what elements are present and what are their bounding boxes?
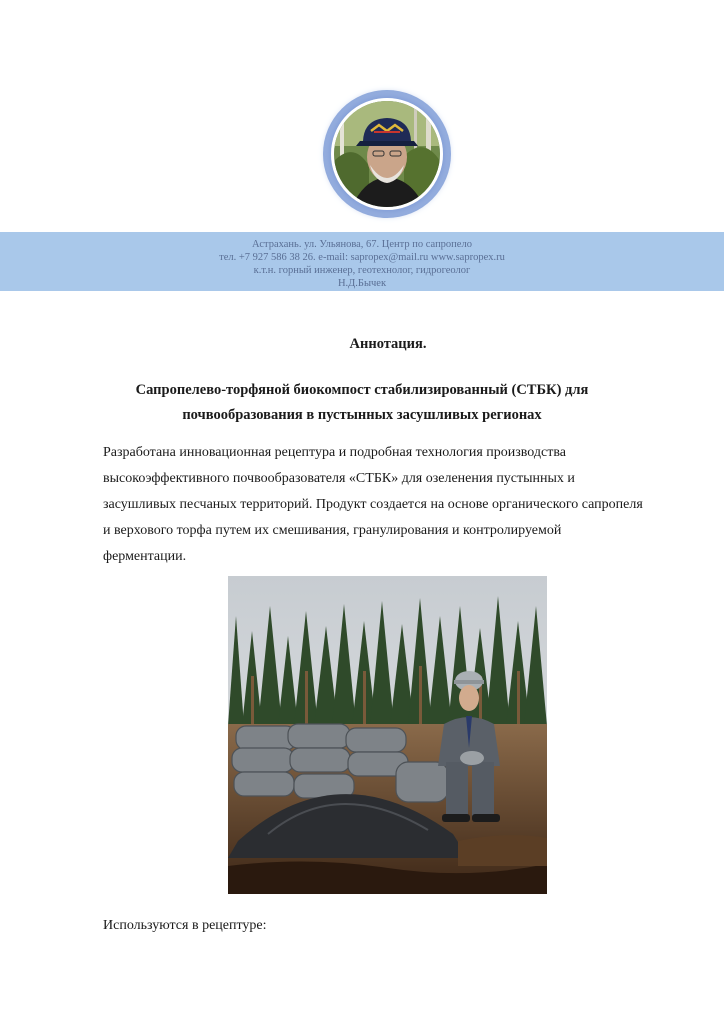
author-portrait-frame [323, 90, 451, 218]
title-line-2: почвообразования в пустынных засушливых регионах [182, 407, 542, 423]
address-line: Астрахань. ул. Ульянова, 67. Центр по сапропело [252, 239, 472, 250]
paragraph-line: Разработана инновационная рецептура и подробная технология производства [103, 445, 566, 460]
recipe-intro: Используются в рецептуре: [103, 918, 267, 933]
paragraph-line: засушливых песчаных территорий. Продукт создается на основе органического сапропеля [103, 497, 643, 512]
document-title [0, 378, 724, 428]
author-name: Н.Д.Бычек [337, 278, 387, 289]
credentials-line: к.т.н. горный инженер, геотехнолог, гидрогеолог [253, 265, 471, 276]
paragraph-line: высокоэффективного почвообразователя «СТБК» для озеленения пустынных и [103, 471, 575, 486]
paragraph-line: и верхового торфа путем их смешивания, гранулирования и контролируемой [103, 523, 562, 538]
paragraph-line: ферментации. [103, 549, 187, 564]
product-photo [228, 576, 547, 894]
author-avatar [331, 98, 443, 210]
section-label: Аннотация. [349, 336, 427, 352]
abstract-paragraph [103, 440, 683, 570]
contact-band [0, 232, 724, 291]
contacts-line: тел. +7 927 586 38 26. e-mail: sapropex@mail.ru www.sapropex.ru [219, 252, 505, 263]
title-line-1: Сапропелево-торфяной биокомпост стабилизированный (СТБК) для [135, 382, 589, 398]
